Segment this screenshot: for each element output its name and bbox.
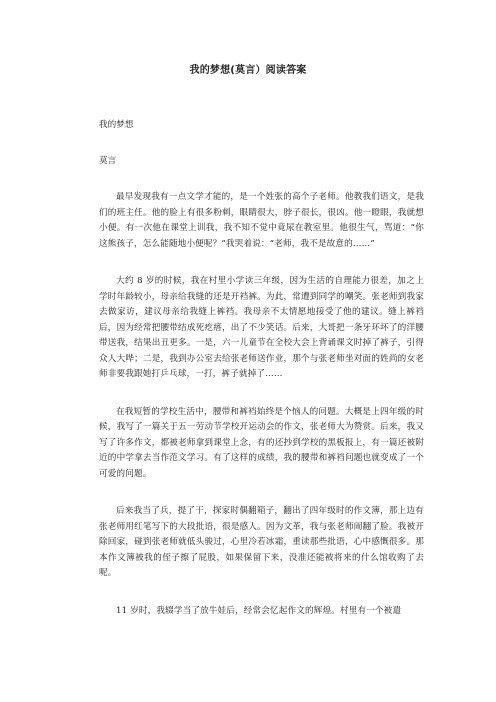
- article-title: 我的梦想: [99, 120, 134, 130]
- paragraph-5: 11 岁时，我辍学当了放牛娃后，经常会忆起作文的辉煌。村里有一个被遣: [116, 605, 402, 616]
- paragraph-1: 最早发现我有一点文学才能的，是一个姓张的高个子老师。他教我们语文，是我们的班主任。他的脸上有很多粉刺，眼睛很大，脖子很长，很凶。他一瞪眼，我就想小便。有一次他在课堂上训我，我不知不觉中竟尿在教室里。他很生气，骂道：“你这熊孩子，怎么能随地小便呢？”我哭着说：“老师，我不是故意的……”: [99, 192, 424, 249]
- article-author: 莫言: [99, 156, 117, 166]
- document-title: 我的梦想(莫言）阅读答案: [189, 65, 307, 76]
- paragraph-3: 在我短暂的学校生活中，腰带和裤裆始终是个恼人的问题。大概是上四年级的时候，我写了一篇关于五一劳动节学校开运动会的作文，张老师大为赞赏。后来，我又写了许多作文，都被老师拿到课堂上念，有的还抄到学校的黑板报上，有一篇还被附近的中学拿去当作范文学习。有了这样的成绩，我的腰带和裤裆问题也就变成了一个可爱的问题。: [99, 406, 424, 479]
- paragraph-2: 大约 8 岁的时候，我在村里小学读三年级，因为生活的自理能力很差，加之上学时年龄较小，母亲给我缝的还是开裆裤。为此，常遭到同学的嘲笑。张老师到我家去做家访，建议母亲给我缝上裤裆。我母亲不太情愿地接受了他的建议。缝上裤裆后，因为经常把腰带结成死疙瘩，出了不少笑话。后来，大哥把一条牙环坏了的洋腰带送我，结果出丑更多。一是，六一儿童节在全校大会上背诵课文时掉了裤子，引得众人大哗；二是，我到办公室去给张老师送作业，那个与张老师坐对面的姓尚的女老师非要我跟她打乒乓球，一打，裤子就掉了……: [99, 276, 424, 379]
- paragraph-4: 后来我当了兵，提了干，探家时偶翻箱子，翻出了四年级时的作文簿，那上边有张老师用红笔写下的大段批语，很是感人。因为文革，我与张老师闹翻了脸。我被开除回家，碰到张老师就低头骏过，心里冷若冰霜，重读那些批语，心中感慨很多。那本作文簿被我的侄子擦了屁股，如果保留下来，没准还能被将来的什么馆收购了去呢。: [99, 506, 424, 578]
